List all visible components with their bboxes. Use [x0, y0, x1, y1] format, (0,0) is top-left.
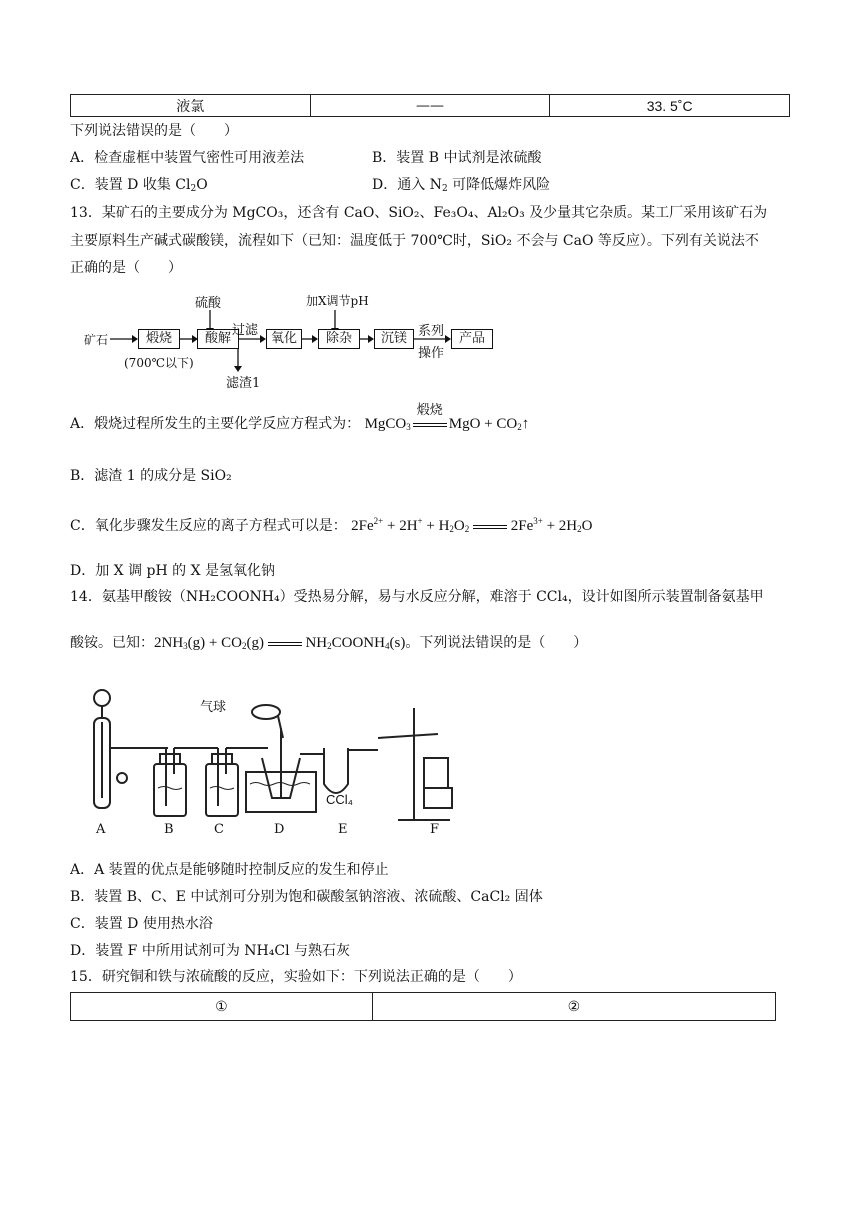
table-cell: 33. 5˚C	[550, 95, 790, 117]
flow-add-x: 加X调节pH	[306, 294, 369, 308]
flow-series: 系列	[418, 324, 445, 339]
flow-acid: 硫酸	[195, 296, 222, 311]
q12-option-c: C．装置 D 收集 $Cl_2O$	[70, 177, 208, 194]
apparatus-figure	[78, 688, 478, 838]
process-flow-diagram	[80, 288, 500, 391]
apparatus-drawing	[78, 688, 478, 838]
balloon-label: 气球	[200, 700, 227, 715]
flow-residue: 滤渣1	[226, 376, 261, 391]
flow-calcine-box: 煅烧	[138, 329, 180, 349]
q13-option-a: A．煅烧过程所发生的主要化学反应方程式为： MgCO$_3$ 煅烧 MgO + $CO_2↑$	[70, 402, 530, 432]
table-cell: 液氯	[71, 95, 311, 117]
q13-stem-line3: 正确的是（ ）	[70, 260, 182, 276]
ccl4-label: CCl₄	[326, 792, 353, 807]
label-e: E	[338, 822, 348, 837]
label-d: D	[274, 822, 285, 837]
q12-option-a: A．检查虚框中装置气密性可用液差法	[70, 150, 305, 166]
q14-option-b: B．装置 B、C、E 中试剂可分别为饱和碳酸氢钠溶液、浓硫酸、CaCl₂ 固体	[70, 889, 543, 905]
q14-option-c: C．装置 D 使用热水浴	[70, 916, 213, 932]
flow-operation: 操作	[418, 346, 445, 361]
flow-ore: 矿石	[84, 333, 109, 347]
flow-oxidize-box: 氧化	[266, 329, 302, 349]
table-header-2: ②	[372, 993, 775, 1021]
oxidation-ionic-equation: $2Fe^{2+} + 2H^+ + H_2O_2$ $2Fe^{3+} + 2H_2O$	[351, 516, 593, 534]
flow-calcine-note: (700℃以下)	[124, 356, 194, 370]
synthesis-equation: $2NH_3(g) + CO_2(g)$ $NH_2COONH_4(s)$	[154, 635, 406, 651]
table-cell: ——	[310, 95, 550, 117]
q13-stem-line1: 13．某矿石的主要成分为 MgCO₃，还含有 CaO、SiO₂、Fe₃O₄、Al₂O₃ 及少量其它杂质。某工厂采用该矿石为	[70, 205, 768, 221]
label-c: C	[214, 822, 224, 837]
flow-acid-dissolve-box: 酸解	[197, 329, 239, 349]
q14-option-a: A．A 装置的优点是能够随时控制反应的发生和停止	[70, 862, 389, 878]
q13-stem-line2: 主要原料生产碱式碳酸镁，流程如下（已知：温度低于 700℃时，SiO₂ 不会与 CaO 等反应）。下列有关说法不	[70, 233, 759, 249]
q12-option-b: B．装置 B 中试剂是浓硫酸	[372, 150, 542, 166]
q12-option-d: D．通入 $N_2$ 可降低爆炸风险	[372, 177, 551, 194]
q13-option-c: C．氧化步骤发生反应的离子方程式可以是： $2Fe^{2+} + 2H^+ + H_2O_2$ $2Fe^{3+} + 2H_2O$	[70, 516, 593, 534]
flow-precip-box: 沉镁	[374, 329, 414, 349]
table-header-1: ①	[71, 993, 373, 1021]
q12-stem: 下列说法错误的是（ ）	[70, 123, 238, 139]
q14-stem-line2: 酸铵。已知：$2NH_3(g) + CO_2(g)$ $NH_2COONH_4(s)$。下列说法错误的是（ ）	[70, 635, 588, 651]
label-a: A	[96, 822, 106, 837]
q13-option-d: D．加 X 调 pH 的 X 是氢氧化钠	[70, 563, 276, 579]
flow-filter: 过滤	[232, 323, 259, 338]
q13-option-b: B．滤渣 1 的成分是 SiO₂	[70, 468, 232, 484]
q15-stem: 15．研究铜和铁与浓硫酸的反应，实验如下：下列说法正确的是（ ）	[70, 969, 522, 985]
q15-table	[70, 992, 776, 1021]
q14-stem-line1: 14．氨基甲酸铵（NH₂COONH₄）受热易分解，易与水反应分解，难溶于 CCl₄，设计如图所示装置制备氨基甲	[70, 589, 764, 605]
calcination-equation: MgCO$_3$ 煅烧 MgO + $CO_2↑$	[364, 402, 530, 432]
flow-product-box: 产品	[451, 329, 493, 349]
flow-remove-box: 除杂	[318, 329, 360, 349]
top-table	[70, 94, 790, 117]
label-b: B	[164, 822, 174, 837]
label-f: F	[430, 822, 440, 837]
q14-option-d: D．装置 F 中所用试剂可为 NH₄Cl 与熟石灰	[70, 943, 350, 959]
